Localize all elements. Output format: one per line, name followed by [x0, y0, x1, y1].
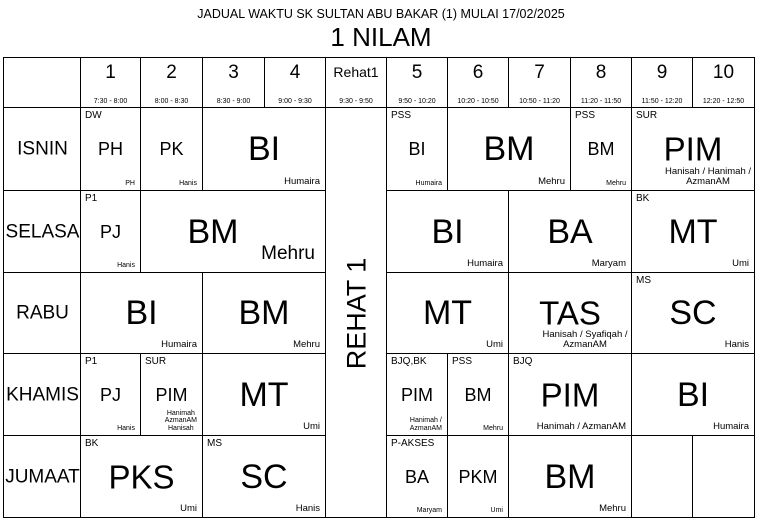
- lesson-cell[interactable]: [570, 107, 632, 191]
- lesson-teacher: Hanimah AzmanAM Hanisah: [164, 409, 197, 432]
- lesson-subject: BM: [187, 212, 239, 251]
- lesson-cell[interactable]: [140, 190, 326, 273]
- lesson-subject: PIM: [155, 384, 188, 405]
- lesson-cell[interactable]: [692, 435, 755, 518]
- lesson-cell[interactable]: [386, 435, 448, 518]
- lesson-teacher: Maryam: [591, 258, 626, 270]
- lesson-code: BK: [85, 438, 99, 449]
- lesson-cell[interactable]: [80, 107, 141, 191]
- lesson-cell[interactable]: [386, 272, 509, 354]
- lesson-cell[interactable]: [508, 353, 632, 436]
- corner-cell: [3, 57, 81, 109]
- period-header: [570, 57, 632, 109]
- lesson-teacher: Hanisah / Syafiqah / AzmanAM: [542, 329, 628, 351]
- period-time: 9:50 - 10:20: [398, 98, 436, 105]
- period-time: 11:50 - 12:20: [641, 98, 683, 105]
- lesson-code: BK: [636, 193, 650, 204]
- lesson-subject: PIM: [400, 384, 433, 405]
- lesson-teacher: PH: [125, 179, 135, 187]
- period-time: 7:30 - 8:00: [93, 98, 128, 105]
- lesson-subject: BM: [544, 457, 596, 496]
- period-number: 8: [595, 62, 607, 83]
- period-header: [508, 57, 571, 109]
- lesson-teacher: Humaira: [161, 339, 197, 351]
- lesson-teacher: Hanimah / AzmanAM: [409, 417, 442, 432]
- lesson-subject: PKM: [458, 466, 498, 487]
- lesson-subject: SC: [669, 294, 717, 332]
- lesson-cell[interactable]: [202, 435, 326, 518]
- day-cell: [3, 353, 82, 436]
- lesson-code: MS: [636, 275, 651, 286]
- lesson-cell[interactable]: [140, 107, 203, 191]
- lesson-teacher: Umi: [486, 339, 503, 351]
- lesson-teacher: Hanis: [179, 179, 197, 187]
- lesson-teacher: Humaira: [284, 176, 320, 188]
- lesson-cell[interactable]: [202, 107, 326, 191]
- period-time: 10:50 - 11:20: [519, 98, 560, 105]
- lesson-cell[interactable]: [631, 435, 693, 518]
- lesson-teacher: Hanimah / AzmanAM: [536, 421, 626, 433]
- lesson-subject: PKS: [108, 458, 175, 495]
- period-time: 11:20 - 11:50: [580, 98, 622, 105]
- lesson-teacher: Hanis: [724, 339, 749, 351]
- period-number: 6: [472, 62, 484, 83]
- lesson-code: SUR: [636, 110, 658, 121]
- period-number: Rehat1: [333, 64, 379, 80]
- day-label: KHAMIS: [6, 384, 79, 405]
- lesson-cell[interactable]: [631, 107, 755, 191]
- lesson-code: SUR: [145, 356, 167, 367]
- period-number: 9: [656, 62, 668, 83]
- lesson-code: BJQ,BK: [391, 356, 427, 367]
- lesson-teacher: Umi: [732, 258, 749, 270]
- lesson-subject: SC: [240, 457, 288, 496]
- lesson-teacher: Hanis: [117, 424, 135, 432]
- period-header: [386, 57, 448, 109]
- lesson-cell[interactable]: [80, 353, 141, 436]
- period-number: 5: [411, 62, 423, 83]
- day-cell: [3, 435, 82, 518]
- lesson-cell[interactable]: [447, 435, 509, 518]
- school-title: JADUAL WAKTU SK SULTAN ABU BAKAR (1) MULAI 17/02/2025: [197, 7, 565, 21]
- break-column: [326, 108, 387, 518]
- lesson-code: P1: [85, 356, 98, 367]
- period-header: [325, 57, 387, 109]
- period-header: [447, 57, 509, 109]
- period-time: 10:20 - 10:50: [457, 98, 499, 105]
- period-header: [140, 57, 203, 109]
- day-label: JUMAAT: [5, 466, 80, 487]
- period-number: 4: [289, 62, 301, 83]
- period-time: 9:00 - 9:30: [278, 98, 312, 105]
- period-header: [631, 57, 693, 109]
- period-time: 8:30 - 9:00: [216, 98, 251, 105]
- lesson-teacher: Hanis: [295, 503, 320, 515]
- lesson-teacher: Humaira: [467, 258, 503, 270]
- lesson-subject: BI: [247, 130, 281, 168]
- class-name: 1 NILAM: [330, 22, 432, 52]
- lesson-cell[interactable]: [140, 353, 203, 436]
- lesson-teacher: Mehru: [599, 503, 626, 515]
- lesson-cell[interactable]: [80, 272, 203, 354]
- lesson-code: MS: [207, 438, 222, 449]
- lesson-cell[interactable]: [80, 435, 203, 518]
- lesson-cell[interactable]: [631, 353, 755, 436]
- lesson-cell[interactable]: [386, 190, 509, 273]
- lesson-subject: BA: [404, 466, 429, 487]
- lesson-subject: BM: [587, 139, 615, 159]
- lesson-code: DW: [85, 110, 102, 121]
- lesson-teacher: Hanis: [117, 261, 135, 269]
- day-cell: [3, 190, 82, 273]
- lesson-code: PSS: [575, 110, 596, 121]
- period-header: [692, 57, 755, 109]
- break-label: REHAT 1: [341, 257, 372, 369]
- lesson-cell[interactable]: [508, 435, 632, 518]
- lesson-subject: MT: [422, 294, 473, 332]
- day-label: ISNIN: [17, 138, 68, 160]
- lesson-code: PSS: [452, 356, 473, 367]
- day-label: RABU: [16, 302, 69, 324]
- day-cell: [3, 107, 82, 191]
- lesson-subject: PIM: [663, 130, 723, 168]
- lesson-code: P1: [85, 193, 98, 204]
- period-time: 9:30 - 9:50: [339, 98, 373, 105]
- lesson-code: BJQ: [513, 356, 533, 367]
- lesson-cell[interactable]: [508, 272, 632, 354]
- lesson-subject: PJ: [99, 221, 121, 242]
- lesson-subject: BI: [431, 212, 464, 251]
- lesson-teacher: Humaira: [713, 421, 749, 433]
- lesson-cell[interactable]: [631, 190, 755, 273]
- lesson-teacher: Mehru: [293, 339, 320, 351]
- lesson-subject: BM: [464, 384, 492, 405]
- lesson-subject: TAS: [539, 294, 601, 332]
- lesson-cell[interactable]: [508, 190, 632, 273]
- lesson-teacher: Umi: [490, 506, 503, 514]
- period-number: 3: [228, 62, 239, 83]
- lesson-teacher: Maryam: [416, 506, 442, 514]
- lesson-subject: MT: [239, 375, 289, 414]
- lesson-subject: MT: [668, 212, 718, 251]
- lesson-teacher: Mehru: [538, 176, 565, 188]
- lesson-cell[interactable]: [631, 272, 755, 354]
- lesson-cell[interactable]: [202, 353, 326, 436]
- lesson-subject: BI: [408, 139, 426, 159]
- lesson-subject: BM: [238, 294, 290, 332]
- period-number: 1: [105, 62, 116, 83]
- period-header: [264, 57, 326, 109]
- lesson-cell[interactable]: [202, 272, 326, 354]
- period-number: 2: [166, 62, 177, 83]
- day-cell: [3, 272, 82, 354]
- lesson-cell[interactable]: [386, 107, 448, 191]
- lesson-subject: BI: [125, 294, 158, 332]
- lesson-subject: PIM: [540, 376, 600, 413]
- lesson-teacher: Umi: [303, 421, 320, 433]
- period-time: 12:20 - 12:50: [702, 98, 745, 105]
- lesson-cell[interactable]: [80, 190, 141, 273]
- period-time: 8:00 - 8:30: [154, 98, 189, 105]
- period-number: 10: [712, 62, 735, 83]
- lesson-subject: BA: [547, 212, 593, 251]
- lesson-teacher: Mehru: [483, 424, 503, 432]
- lesson-cell[interactable]: [447, 107, 571, 191]
- lesson-subject: PH: [97, 139, 123, 159]
- lesson-teacher: Mehru: [606, 179, 626, 187]
- lesson-teacher: Hanisah / Hanimah / AzmanAM: [664, 166, 752, 188]
- lesson-subject: PJ: [99, 384, 121, 405]
- period-number: 7: [534, 62, 545, 83]
- lesson-code: P-AKSES: [391, 438, 435, 449]
- lesson-teacher: Mehru: [261, 243, 315, 265]
- period-header: [202, 57, 265, 109]
- lesson-cell[interactable]: [386, 353, 448, 436]
- period-header: [80, 57, 141, 109]
- lesson-subject: BI: [676, 375, 710, 414]
- lesson-code: PSS: [391, 110, 412, 121]
- lesson-subject: BM: [483, 130, 535, 168]
- day-label: SELASA: [5, 221, 80, 242]
- lesson-cell[interactable]: [447, 353, 509, 436]
- lesson-teacher: Humaira: [415, 179, 442, 187]
- lesson-subject: PK: [159, 139, 184, 159]
- lesson-teacher: Umi: [180, 503, 197, 515]
